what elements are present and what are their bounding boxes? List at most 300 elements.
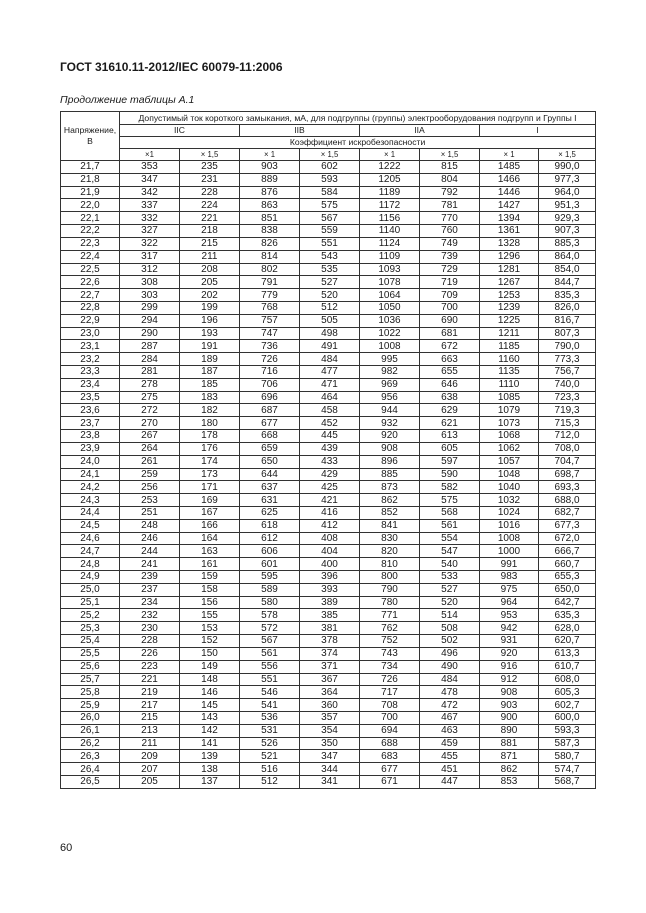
table-row bbox=[61, 263, 596, 276]
voltage-cell: 24,1 bbox=[61, 468, 120, 481]
current-cell: 138 bbox=[180, 763, 240, 776]
current-cell: 232 bbox=[120, 609, 180, 622]
current-cell: 526 bbox=[240, 737, 300, 750]
current-cell: 889 bbox=[240, 173, 300, 186]
current-cell: 267 bbox=[120, 430, 180, 443]
current-cell: 567 bbox=[300, 212, 360, 225]
table-row bbox=[61, 417, 596, 430]
current-cell: 527 bbox=[300, 276, 360, 289]
current-cell: 862 bbox=[480, 763, 539, 776]
voltage-cell: 22,9 bbox=[61, 314, 120, 327]
current-cell: 760 bbox=[420, 225, 480, 238]
current-cell: 567 bbox=[240, 635, 300, 648]
current-cell: 582 bbox=[420, 481, 480, 494]
current-cell: 804 bbox=[420, 173, 480, 186]
voltage-cell: 22,4 bbox=[61, 250, 120, 263]
current-cell: 551 bbox=[300, 237, 360, 250]
current-cell: 580,7 bbox=[539, 750, 596, 763]
current-cell: 1036 bbox=[360, 314, 420, 327]
current-cell: 205 bbox=[120, 776, 180, 789]
current-cell: 876 bbox=[240, 186, 300, 199]
current-cell: 364 bbox=[300, 686, 360, 699]
table-row bbox=[61, 545, 596, 558]
voltage-cell: 25,8 bbox=[61, 686, 120, 699]
current-cell: 202 bbox=[180, 289, 240, 302]
current-cell: 211 bbox=[120, 737, 180, 750]
current-table bbox=[60, 111, 596, 789]
table-row bbox=[61, 711, 596, 724]
table-row bbox=[61, 289, 596, 302]
current-cell: 723,3 bbox=[539, 391, 596, 404]
current-cell: 246 bbox=[120, 532, 180, 545]
table-caption: Продолжение таблицы A.1 bbox=[60, 94, 195, 106]
table-row bbox=[61, 225, 596, 238]
current-cell: 688,0 bbox=[539, 494, 596, 507]
voltage-cell: 23,9 bbox=[61, 442, 120, 455]
current-cell: 463 bbox=[420, 724, 480, 737]
current-cell: 694 bbox=[360, 724, 420, 737]
current-cell: 353 bbox=[120, 161, 180, 174]
current-cell: 139 bbox=[180, 750, 240, 763]
table-row bbox=[61, 622, 596, 635]
current-cell: 931 bbox=[480, 635, 539, 648]
factor-header: ×1 bbox=[120, 149, 180, 161]
current-cell: 835,3 bbox=[539, 289, 596, 302]
table-row bbox=[61, 609, 596, 622]
current-cell: 1062 bbox=[480, 442, 539, 455]
current-cell: 234 bbox=[120, 596, 180, 609]
current-cell: 646 bbox=[420, 378, 480, 391]
current-cell: 484 bbox=[300, 353, 360, 366]
current-cell: 642,7 bbox=[539, 596, 596, 609]
current-cell: 1296 bbox=[480, 250, 539, 263]
current-cell: 683 bbox=[360, 750, 420, 763]
current-cell: 164 bbox=[180, 532, 240, 545]
current-cell: 211 bbox=[180, 250, 240, 263]
table-row bbox=[61, 161, 596, 174]
current-cell: 1222 bbox=[360, 161, 420, 174]
voltage-cell: 23,2 bbox=[61, 353, 120, 366]
current-cell: 347 bbox=[300, 750, 360, 763]
current-cell: 287 bbox=[120, 340, 180, 353]
current-cell: 807,3 bbox=[539, 327, 596, 340]
current-cell: 575 bbox=[300, 199, 360, 212]
current-cell: 663 bbox=[420, 353, 480, 366]
voltage-cell: 25,1 bbox=[61, 596, 120, 609]
current-cell: 726 bbox=[360, 673, 420, 686]
current-cell: 393 bbox=[300, 583, 360, 596]
current-cell: 908 bbox=[360, 442, 420, 455]
current-cell: 608,0 bbox=[539, 673, 596, 686]
current-cell: 668 bbox=[240, 430, 300, 443]
voltage-cell: 23,8 bbox=[61, 430, 120, 443]
current-cell: 690 bbox=[420, 314, 480, 327]
factor-header: × 1,5 bbox=[300, 149, 360, 161]
current-cell: 1078 bbox=[360, 276, 420, 289]
current-cell: 371 bbox=[300, 660, 360, 673]
current-cell: 317 bbox=[120, 250, 180, 263]
current-cell: 635,3 bbox=[539, 609, 596, 622]
current-cell: 239 bbox=[120, 571, 180, 584]
current-cell: 270 bbox=[120, 417, 180, 430]
table-row bbox=[61, 276, 596, 289]
current-cell: 605 bbox=[420, 442, 480, 455]
current-cell: 602 bbox=[300, 161, 360, 174]
current-cell: 666,7 bbox=[539, 545, 596, 558]
voltage-cell: 25,7 bbox=[61, 673, 120, 686]
current-cell: 1281 bbox=[480, 263, 539, 276]
voltage-cell: 26,1 bbox=[61, 724, 120, 737]
current-cell: 176 bbox=[180, 442, 240, 455]
table-row bbox=[61, 366, 596, 379]
current-cell: 903 bbox=[240, 161, 300, 174]
current-cell: 1050 bbox=[360, 301, 420, 314]
current-cell: 612 bbox=[240, 532, 300, 545]
current-cell: 312 bbox=[120, 263, 180, 276]
current-cell: 841 bbox=[360, 519, 420, 532]
current-cell: 942 bbox=[480, 622, 539, 635]
current-cell: 235 bbox=[180, 161, 240, 174]
current-cell: 1156 bbox=[360, 212, 420, 225]
current-cell: 736 bbox=[240, 340, 300, 353]
current-cell: 706 bbox=[240, 378, 300, 391]
current-cell: 790,0 bbox=[539, 340, 596, 353]
current-cell: 514 bbox=[420, 609, 480, 622]
current-cell: 1205 bbox=[360, 173, 420, 186]
current-cell: 357 bbox=[300, 711, 360, 724]
current-cell: 171 bbox=[180, 481, 240, 494]
current-cell: 322 bbox=[120, 237, 180, 250]
current-cell: 991 bbox=[480, 558, 539, 571]
voltage-cell: 21,8 bbox=[61, 173, 120, 186]
current-cell: 477 bbox=[300, 366, 360, 379]
current-cell: 541 bbox=[240, 699, 300, 712]
current-cell: 445 bbox=[300, 430, 360, 443]
current-cell: 696 bbox=[240, 391, 300, 404]
voltage-cell: 22,5 bbox=[61, 263, 120, 276]
factor-header: × 1,5 bbox=[180, 149, 240, 161]
current-cell: 572 bbox=[240, 622, 300, 635]
factor-header: × 1 bbox=[240, 149, 300, 161]
current-cell: 655 bbox=[420, 366, 480, 379]
current-cell: 218 bbox=[180, 225, 240, 238]
current-cell: 543 bbox=[300, 250, 360, 263]
current-cell: 1008 bbox=[360, 340, 420, 353]
table-row bbox=[61, 776, 596, 789]
current-cell: 792 bbox=[420, 186, 480, 199]
current-cell: 547 bbox=[420, 545, 480, 558]
current-cell: 595 bbox=[240, 571, 300, 584]
current-cell: 920 bbox=[360, 430, 420, 443]
current-cell: 561 bbox=[420, 519, 480, 532]
current-cell: 1008 bbox=[480, 532, 539, 545]
current-cell: 708 bbox=[360, 699, 420, 712]
current-cell: 447 bbox=[420, 776, 480, 789]
current-cell: 956 bbox=[360, 391, 420, 404]
current-cell: 743 bbox=[360, 647, 420, 660]
current-cell: 347 bbox=[120, 173, 180, 186]
table-row bbox=[61, 686, 596, 699]
current-cell: 613,3 bbox=[539, 647, 596, 660]
current-cell: 546 bbox=[240, 686, 300, 699]
current-cell: 248 bbox=[120, 519, 180, 532]
current-cell: 354 bbox=[300, 724, 360, 737]
current-cell: 907,3 bbox=[539, 225, 596, 238]
current-cell: 587,3 bbox=[539, 737, 596, 750]
current-cell: 810 bbox=[360, 558, 420, 571]
current-cell: 844,7 bbox=[539, 276, 596, 289]
voltage-cell: 26,0 bbox=[61, 711, 120, 724]
current-cell: 1040 bbox=[480, 481, 539, 494]
table-row bbox=[61, 506, 596, 519]
current-cell: 1239 bbox=[480, 301, 539, 314]
table-header bbox=[61, 112, 596, 161]
current-cell: 982 bbox=[360, 366, 420, 379]
group-header: IIB bbox=[240, 125, 360, 137]
current-cell: 425 bbox=[300, 481, 360, 494]
voltage-cell: 24,9 bbox=[61, 571, 120, 584]
current-cell: 498 bbox=[300, 327, 360, 340]
current-cell: 704,7 bbox=[539, 455, 596, 468]
current-cell: 709 bbox=[420, 289, 480, 302]
current-cell: 1079 bbox=[480, 404, 539, 417]
current-cell: 155 bbox=[180, 609, 240, 622]
current-cell: 508 bbox=[420, 622, 480, 635]
current-cell: 900 bbox=[480, 711, 539, 724]
current-cell: 337 bbox=[120, 199, 180, 212]
table-row bbox=[61, 660, 596, 673]
current-cell: 729 bbox=[420, 263, 480, 276]
current-cell: 944 bbox=[360, 404, 420, 417]
current-cell: 618 bbox=[240, 519, 300, 532]
current-cell: 637 bbox=[240, 481, 300, 494]
current-cell: 752 bbox=[360, 635, 420, 648]
current-cell: 1093 bbox=[360, 263, 420, 276]
current-cell: 400 bbox=[300, 558, 360, 571]
current-cell: 628,0 bbox=[539, 622, 596, 635]
current-cell: 327 bbox=[120, 225, 180, 238]
current-cell: 230 bbox=[120, 622, 180, 635]
current-cell: 261 bbox=[120, 455, 180, 468]
voltage-cell: 23,4 bbox=[61, 378, 120, 391]
current-cell: 749 bbox=[420, 237, 480, 250]
voltage-cell: 26,3 bbox=[61, 750, 120, 763]
table-row bbox=[61, 199, 596, 212]
current-cell: 871 bbox=[480, 750, 539, 763]
current-cell: 739 bbox=[420, 250, 480, 263]
current-cell: 505 bbox=[300, 314, 360, 327]
current-cell: 1016 bbox=[480, 519, 539, 532]
current-cell: 520 bbox=[420, 596, 480, 609]
voltage-cell: 25,0 bbox=[61, 583, 120, 596]
current-cell: 256 bbox=[120, 481, 180, 494]
table-row bbox=[61, 430, 596, 443]
current-cell: 185 bbox=[180, 378, 240, 391]
current-cell: 864,0 bbox=[539, 250, 596, 263]
current-cell: 561 bbox=[240, 647, 300, 660]
current-cell: 716 bbox=[240, 366, 300, 379]
voltage-cell: 24,4 bbox=[61, 506, 120, 519]
table-row bbox=[61, 699, 596, 712]
voltage-cell: 22,0 bbox=[61, 199, 120, 212]
current-cell: 281 bbox=[120, 366, 180, 379]
voltage-cell: 24,5 bbox=[61, 519, 120, 532]
current-cell: 224 bbox=[180, 199, 240, 212]
voltage-cell: 24,0 bbox=[61, 455, 120, 468]
table-row bbox=[61, 532, 596, 545]
current-cell: 580 bbox=[240, 596, 300, 609]
table-row bbox=[61, 301, 596, 314]
current-cell: 719,3 bbox=[539, 404, 596, 417]
current-cell: 215 bbox=[180, 237, 240, 250]
current-cell: 451 bbox=[420, 763, 480, 776]
table-row bbox=[61, 391, 596, 404]
voltage-cell: 25,9 bbox=[61, 699, 120, 712]
current-cell: 341 bbox=[300, 776, 360, 789]
current-cell: 467 bbox=[420, 711, 480, 724]
current-cell: 182 bbox=[180, 404, 240, 417]
current-cell: 516 bbox=[240, 763, 300, 776]
current-cell: 554 bbox=[420, 532, 480, 545]
current-cell: 512 bbox=[300, 301, 360, 314]
current-cell: 174 bbox=[180, 455, 240, 468]
current-cell: 1328 bbox=[480, 237, 539, 250]
current-cell: 1085 bbox=[480, 391, 539, 404]
current-cell: 404 bbox=[300, 545, 360, 558]
current-cell: 490 bbox=[420, 660, 480, 673]
current-cell: 173 bbox=[180, 468, 240, 481]
current-cell: 1032 bbox=[480, 494, 539, 507]
current-cell: 638 bbox=[420, 391, 480, 404]
current-cell: 294 bbox=[120, 314, 180, 327]
voltage-cell: 22,3 bbox=[61, 237, 120, 250]
current-cell: 600,0 bbox=[539, 711, 596, 724]
current-cell: 708,0 bbox=[539, 442, 596, 455]
current-cell: 556 bbox=[240, 660, 300, 673]
current-cell: 790 bbox=[360, 583, 420, 596]
current-cell: 578 bbox=[240, 609, 300, 622]
current-cell: 533 bbox=[420, 571, 480, 584]
current-cell: 762 bbox=[360, 622, 420, 635]
current-cell: 593,3 bbox=[539, 724, 596, 737]
table-row bbox=[61, 327, 596, 340]
current-cell: 1446 bbox=[480, 186, 539, 199]
current-cell: 681 bbox=[420, 327, 480, 340]
current-cell: 551 bbox=[240, 673, 300, 686]
table-row bbox=[61, 340, 596, 353]
current-cell: 272 bbox=[120, 404, 180, 417]
current-cell: 885 bbox=[360, 468, 420, 481]
table-row bbox=[61, 237, 596, 250]
current-cell: 712,0 bbox=[539, 430, 596, 443]
voltage-cell: 25,3 bbox=[61, 622, 120, 635]
current-cell: 148 bbox=[180, 673, 240, 686]
current-cell: 231 bbox=[180, 173, 240, 186]
current-cell: 207 bbox=[120, 763, 180, 776]
current-cell: 885,3 bbox=[539, 237, 596, 250]
current-cell: 964,0 bbox=[539, 186, 596, 199]
current-cell: 613 bbox=[420, 430, 480, 443]
current-cell: 205 bbox=[180, 276, 240, 289]
current-cell: 756,7 bbox=[539, 366, 596, 379]
current-cell: 620,7 bbox=[539, 635, 596, 648]
current-cell: 671 bbox=[360, 776, 420, 789]
current-cell: 1253 bbox=[480, 289, 539, 302]
current-cell: 360 bbox=[300, 699, 360, 712]
current-cell: 826,0 bbox=[539, 301, 596, 314]
table-row bbox=[61, 378, 596, 391]
table-row bbox=[61, 442, 596, 455]
current-cell: 816,7 bbox=[539, 314, 596, 327]
current-cell: 1160 bbox=[480, 353, 539, 366]
current-cell: 589 bbox=[240, 583, 300, 596]
current-cell: 929,3 bbox=[539, 212, 596, 225]
current-cell: 521 bbox=[240, 750, 300, 763]
current-cell: 682,7 bbox=[539, 506, 596, 519]
current-cell: 458 bbox=[300, 404, 360, 417]
current-cell: 559 bbox=[300, 225, 360, 238]
current-cell: 219 bbox=[120, 686, 180, 699]
current-cell: 478 bbox=[420, 686, 480, 699]
current-cell: 150 bbox=[180, 647, 240, 660]
current-cell: 496 bbox=[420, 647, 480, 660]
current-cell: 700 bbox=[360, 711, 420, 724]
current-cell: 374 bbox=[300, 647, 360, 660]
current-cell: 983 bbox=[480, 571, 539, 584]
current-cell: 137 bbox=[180, 776, 240, 789]
current-cell: 903 bbox=[480, 699, 539, 712]
table-row bbox=[61, 212, 596, 225]
current-cell: 838 bbox=[240, 225, 300, 238]
current-cell: 1048 bbox=[480, 468, 539, 481]
current-cell: 969 bbox=[360, 378, 420, 391]
current-cell: 771 bbox=[360, 609, 420, 622]
current-cell: 531 bbox=[240, 724, 300, 737]
current-cell: 815 bbox=[420, 161, 480, 174]
current-cell: 143 bbox=[180, 711, 240, 724]
current-cell: 145 bbox=[180, 699, 240, 712]
voltage-cell: 23,7 bbox=[61, 417, 120, 430]
current-cell: 1135 bbox=[480, 366, 539, 379]
current-cell: 439 bbox=[300, 442, 360, 455]
current-cell: 158 bbox=[180, 583, 240, 596]
current-cell: 408 bbox=[300, 532, 360, 545]
current-cell: 332 bbox=[120, 212, 180, 225]
current-cell: 512 bbox=[240, 776, 300, 789]
current-cell: 1485 bbox=[480, 161, 539, 174]
document-header: ГОСТ 31610.11-2012/IEC 60079-11:2006 bbox=[60, 60, 283, 74]
voltage-cell: 24,6 bbox=[61, 532, 120, 545]
current-cell: 221 bbox=[120, 673, 180, 686]
current-cell: 975 bbox=[480, 583, 539, 596]
current-cell: 951,3 bbox=[539, 199, 596, 212]
current-cell: 770 bbox=[420, 212, 480, 225]
table-row bbox=[61, 481, 596, 494]
current-cell: 167 bbox=[180, 506, 240, 519]
current-cell: 284 bbox=[120, 353, 180, 366]
current-cell: 1427 bbox=[480, 199, 539, 212]
current-cell: 520 bbox=[300, 289, 360, 302]
current-cell: 655,3 bbox=[539, 571, 596, 584]
current-cell: 830 bbox=[360, 532, 420, 545]
current-cell: 153 bbox=[180, 622, 240, 635]
current-cell: 916 bbox=[480, 660, 539, 673]
current-cell: 677 bbox=[360, 763, 420, 776]
current-cell: 196 bbox=[180, 314, 240, 327]
table-row bbox=[61, 647, 596, 660]
factor-header: × 1 bbox=[360, 149, 420, 161]
current-cell: 484 bbox=[420, 673, 480, 686]
